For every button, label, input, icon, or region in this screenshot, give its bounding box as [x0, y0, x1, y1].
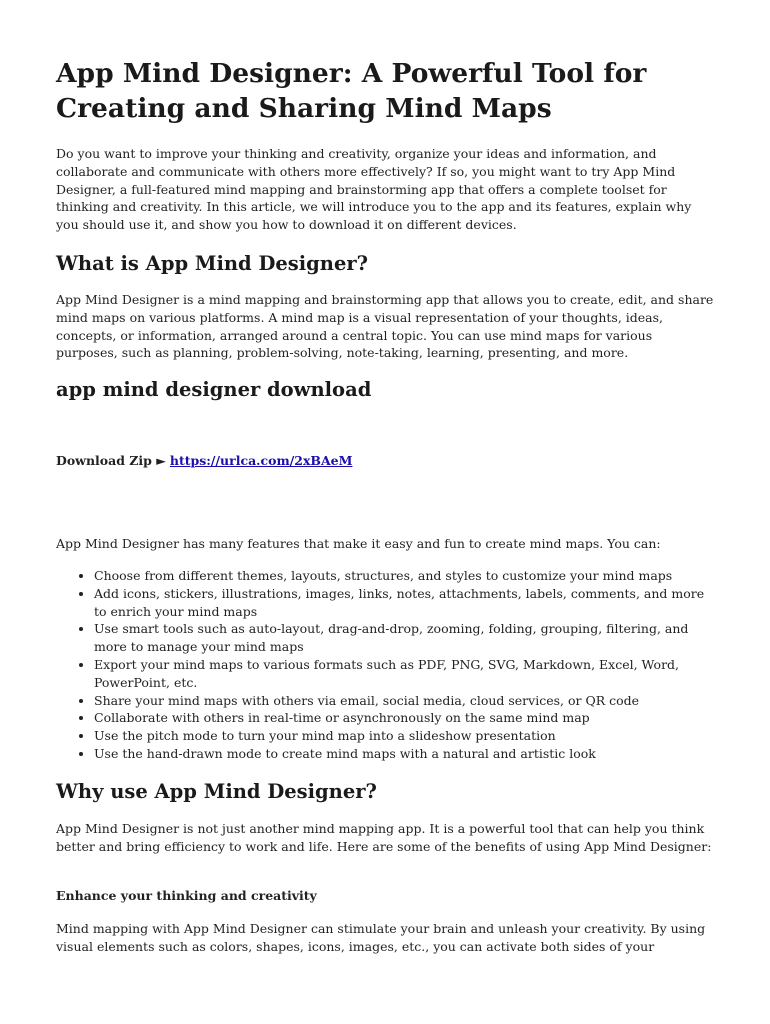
list-item: • Collaborate with others in real-time or asynchronously on the same mind map — [94, 709, 716, 727]
download-line — [56, 452, 352, 470]
what-is-paragraph: App Mind Designer is a mind mapping and brainstorming app that allows you to create, edit, and share mind maps on various platforms. A mind map is a visual representation of your thoughts, ideas, concepts, or information, arranged around a central topic. You can use mind maps for various purposes, such as planning, problem-solving, note-taking, learning, presenting, and more. — [56, 292, 714, 361]
article — [56, 56, 716, 954]
list-item: • Use the hand-drawn mode to create mind maps with a natural and artistic look — [94, 745, 716, 763]
article-title: App Mind Designer: A Powerful Tool for Creating and Sharing Mind Maps — [56, 58, 647, 124]
download-link[interactable]: https://urlca.com/2xBAeM — [169, 453, 353, 468]
features-intro: App Mind Designer has many features that make it easy and fun to create mind maps. You can: — [56, 536, 661, 551]
list-item: • Share your mind maps with others via email, social media, cloud services, or QR code — [94, 692, 716, 710]
list-item: • Choose from different themes, layouts, structures, and styles to customize your mind maps — [94, 567, 716, 585]
features-list — [56, 567, 716, 763]
intro-paragraph: Do you want to improve your thinking and creativity, organize your ideas and information, and collaborate and communicate with others more effectively? If so, you might want to try App Mind Designer, a full-featured mind mapping and brainstorming app that offers a complete toolset for thinking and creativity. In this article, we will introduce you to the app and its features, explain why you should use it, and show you how to download it on different devices. — [56, 146, 692, 233]
list-item: • Add icons, stickers, illustrations, images, links, notes, attachments, labels, comments, and more to enrich your mind maps — [94, 585, 716, 621]
download-label: Download Zip ► — [56, 453, 166, 468]
list-item: • Use the pitch mode to turn your mind map into a slideshow presentation — [94, 727, 716, 745]
download-heading: app mind designer download — [56, 378, 372, 401]
why-use-heading: Why use App Mind Designer? — [56, 780, 377, 803]
list-item: • Use smart tools such as auto-layout, drag-and-drop, zooming, folding, grouping, filtering, and more to manage your mind maps — [94, 620, 716, 656]
what-is-heading: What is App Mind Designer? — [56, 252, 369, 275]
enhance-subheading: Enhance your thinking and creativity — [56, 888, 317, 903]
why-use-paragraph: App Mind Designer is not just another mind mapping app. It is a powerful tool that can help you think better and bring efficiency to work and life. Here are some of the benefits of using App Mind Designer: — [56, 821, 712, 854]
list-item: • Export your mind maps to various formats such as PDF, PNG, SVG, Markdown, Excel, Word, PowerPoint, etc. — [94, 656, 716, 692]
enhance-paragraph: Mind mapping with App Mind Designer can stimulate your brain and unleash your creativity. By using visual elements such as colors, shapes, icons, images, etc., you can activate both sides of your — [56, 921, 706, 954]
